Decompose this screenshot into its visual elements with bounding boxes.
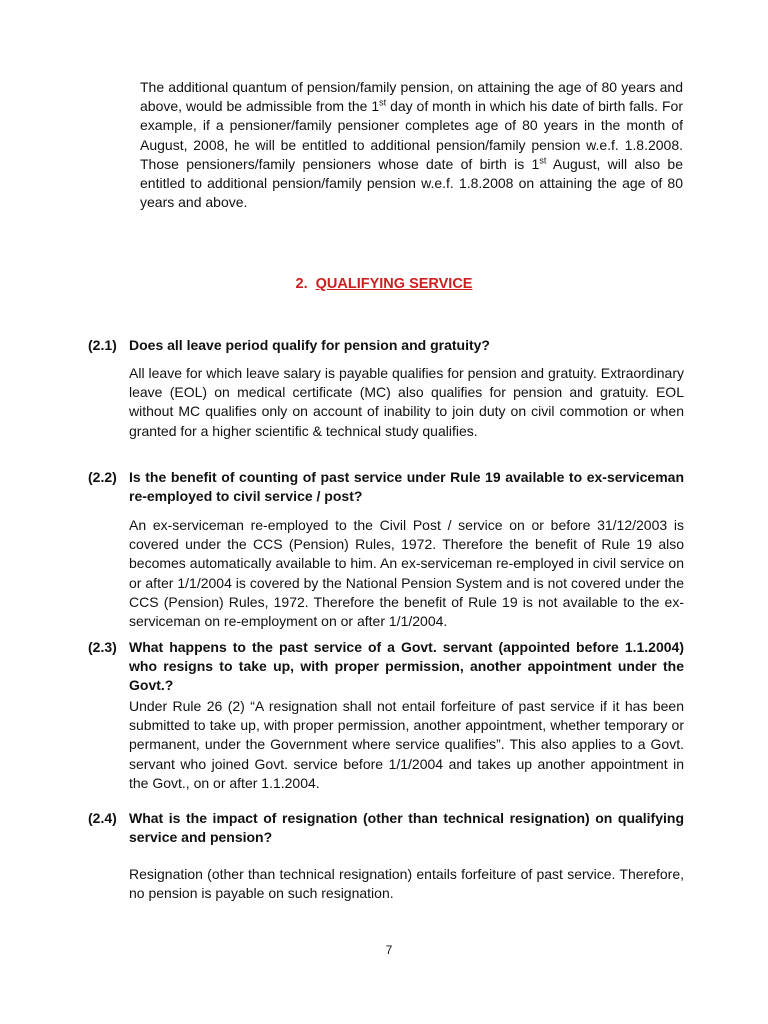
intro-text-3: August, will also be entitled to additional pension/family pension w.e.f. 1.8.2008 on attaining the age of 80 years and above. (140, 155, 683, 211)
question-text: Does all leave period qualify for pension and gratuity? (129, 337, 490, 353)
question-number: (2.2) (88, 469, 117, 485)
section-number: 2. (295, 276, 308, 292)
question-text: Is the benefit of counting of past service under Rule 19 available to ex-serviceman re-employed to civil service / post? (129, 469, 684, 505)
section-heading (0, 276, 768, 292)
question-text: What happens to the past service of a Govt. servant (appointed before 1.1.2004) who resigns to take up, with proper permission, another appointment under the Govt.? (129, 639, 684, 694)
answer-2-4: Resignation (other than technical resignation) entails forfeiture of past service. Therefore, no pension is payable on such resignation. (129, 866, 684, 902)
section-title: QUALIFYING SERVICE (315, 276, 473, 292)
question-text: What is the impact of resignation (other than technical resignation) on qualifying service and pension? (129, 810, 684, 846)
answer-2-3: Under Rule 26 (2) “A resignation shall not entail forfeiture of past service if it has been submitted to take up, with proper permission, another appointment, whether temporary or permanent, under the Government where service qualifies”. This also applies to a Govt. servant who joined Govt. service before 1/1/2004 and takes up another appointment in the Govt., on or after 1.1.2004. (129, 698, 684, 791)
question-number: (2.4) (88, 810, 117, 826)
question-number: (2.1) (88, 337, 117, 353)
intro-text-1: The additional quantum of pension/family pension, on attaining the age of 80 years and above, would be admissible from the 1 (140, 79, 683, 115)
intro-superscript-1: st (379, 97, 387, 108)
answer-2-1: All leave for which leave salary is payable qualifies for pension and gratuity. Extraordinary leave (EOL) on medical certificate (MC) also qualifies for pension and gratuity. EOL without MC qualifies only on account of inability to join duty on civil commotion or when granted for a higher scientific & technical study qualifies. (129, 365, 684, 439)
intro-paragraph (140, 78, 683, 212)
intro-superscript-2: st (539, 155, 547, 166)
answer-2-2: An ex-serviceman re-employed to the Civil Post / service on or before 31/12/2003 is covered under the CCS (Pension) Rules, 1972. Therefore the benefit of Rule 19 also becomes automatically available to him. An ex-serviceman re-employed in civil service on or after 1/1/2004 is covered by the National Pension System and is not covered under the CCS (Pension) Rules, 1972. Therefore the benefit of Rule 19 is not available to the ex-serviceman on re-employment on or after 1/1/2004. (129, 517, 684, 630)
question-number: (2.3) (88, 639, 117, 655)
page-number: 7 (385, 943, 393, 957)
intro-text-2: day of month in which his date of birth falls. For example, if a pensioner/family pensioner completes age of 80 years in the month of August, 2008, he will be entitled to additional pension/family pension w.e.f. 1.8.2008. Those pensioners/family pensioners whose date of birth is 1 (140, 98, 683, 172)
